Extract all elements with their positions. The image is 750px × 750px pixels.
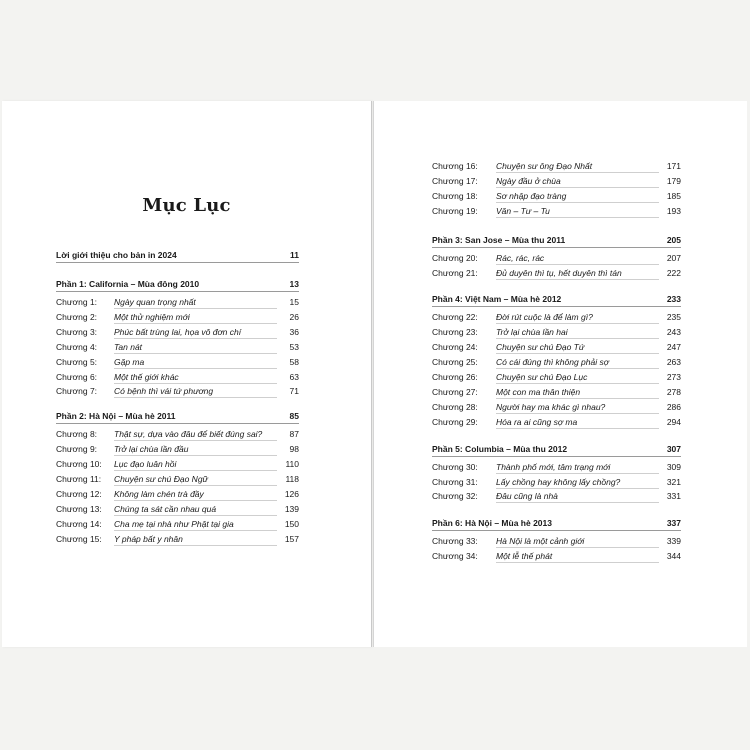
chapter-entry [432, 251, 681, 265]
chapter-title: Đời rút cuộc là để làm gì? [496, 312, 593, 323]
leader-line [496, 383, 659, 384]
chapter-title: Chuyện sư chú Đạo Lục [496, 372, 588, 382]
leader-line [496, 547, 659, 548]
chapter-number: Chương 3: [56, 326, 98, 337]
chapter-page-number: 139 [284, 503, 299, 514]
chapter-title: Tan nát [114, 341, 143, 352]
leader-line [114, 397, 277, 398]
chapter-number: Chương 31: [432, 476, 478, 487]
heading-title: Lời giới thiệu cho bản in 2024 [56, 250, 177, 260]
leader-line [496, 217, 659, 218]
chapter-number: Chương 25: [432, 357, 478, 368]
chapter-title: Một thế giới khác [114, 371, 179, 382]
chapter-entry [56, 442, 299, 456]
chapter-title: Không làm chén trà đầy [114, 488, 204, 499]
chapter-entry [432, 460, 681, 474]
chapter-page-number: 87 [289, 429, 299, 440]
chapter-page-number: 110 [285, 459, 299, 470]
chapter-page-number: 243 [666, 327, 681, 338]
chapter-title: Thật sự, dựa vào đâu để biết đúng sai? [114, 429, 263, 440]
heading-title: Phần 5: Columbia – Mùa thu 2012 [432, 443, 568, 454]
left-page [2, 101, 372, 647]
chapter-title: Chúng ta sát cần nhau quá [114, 503, 217, 514]
chapter-number: Chương 21: [432, 267, 478, 278]
chapter-number: Chương 32: [432, 491, 478, 502]
chapter-title: Cha mẹ tại nhà như Phật tại gia [114, 518, 234, 529]
chapter-page-number: 294 [666, 416, 681, 427]
chapter-entry [56, 532, 299, 546]
chapter-number: Chương 34: [432, 551, 478, 562]
heading-page-number: 85 [289, 411, 299, 422]
chapter-number: Chương 14: [56, 518, 102, 529]
chapter-title: Phúc bất trùng lai, họa vô đơn chí [114, 326, 242, 337]
chapter-number: Chương 19: [432, 205, 478, 216]
chapter-number: Chương 17: [432, 175, 478, 186]
chapter-title: Sơ nhập đạo tràng [496, 190, 567, 201]
chapter-page-number: 71 [289, 386, 299, 397]
chapter-title: Trở lại chùa lần hai [496, 327, 568, 338]
chapter-title: Đâu cũng là nhà [496, 491, 558, 502]
chapter-page-number: 58 [289, 356, 299, 367]
chapter-number: Chương 23: [432, 327, 478, 338]
leader-line [114, 308, 277, 309]
leader-line [496, 338, 659, 339]
leader-line [496, 368, 659, 369]
chapter-title: Y pháp bất y nhân [114, 533, 183, 544]
chapter-page-number: 331 [666, 491, 681, 502]
chapter-number: Chương 8: [56, 429, 98, 440]
chapter-entry [432, 370, 681, 384]
chapter-entry [56, 355, 299, 369]
part-heading [56, 277, 299, 292]
heading-title: Phần 6: Hà Nội – Mùa hè 2013 [432, 518, 552, 529]
chapter-entry [56, 517, 299, 531]
heading-title: Phần 2: Hà Nội – Mùa hè 2011 [56, 411, 176, 422]
chapter-title: Người hay ma khác gì nhau? [496, 401, 606, 412]
chapter-page-number: 193 [666, 205, 681, 216]
heading-rule [432, 530, 681, 531]
chapter-entry [432, 174, 681, 188]
chapter-number: Chương 20: [432, 252, 478, 263]
chapter-entry [56, 384, 299, 398]
chapter-entry [432, 325, 681, 339]
chapter-page-number: 98 [289, 444, 299, 455]
part-heading [432, 516, 681, 531]
chapter-page-number: 278 [666, 386, 681, 397]
chapter-number: Chương 7: [56, 386, 98, 397]
heading-rule [432, 306, 681, 307]
chapter-number: Chương 13: [56, 503, 102, 514]
chapter-page-number: 150 [284, 518, 299, 529]
chapter-number: Chương 22: [432, 312, 478, 323]
chapter-entry [432, 204, 681, 218]
chapter-number: Chương 29: [432, 416, 478, 427]
chapter-title: Rác, rác, rác [496, 252, 545, 263]
chapter-entry [432, 189, 681, 203]
chapter-number: Chương 1: [56, 297, 98, 307]
chapter-title: Ngày quan trọng nhất [114, 297, 196, 307]
part-heading [432, 442, 681, 457]
leader-line [114, 368, 277, 369]
leader-line [114, 515, 277, 516]
right-page [373, 101, 747, 647]
chapter-title: Có cái đúng thì không phải sợ [496, 357, 609, 368]
heading-page-number: 205 [666, 234, 681, 245]
chapter-number: Chương 26: [432, 372, 478, 382]
heading-page-number: 233 [666, 294, 681, 305]
chapter-entry [432, 400, 681, 414]
chapter-entry [56, 427, 299, 441]
leader-line [496, 562, 659, 563]
chapter-page-number: 36 [289, 326, 299, 337]
leader-line [114, 323, 277, 324]
chapter-title: Trở lại chùa lần đầu [114, 444, 189, 455]
leader-line [496, 202, 659, 203]
chapter-number: Chương 16: [432, 161, 478, 171]
leader-line [496, 413, 659, 414]
chapter-number: Chương 27: [432, 386, 478, 397]
chapter-title: Một con ma thân thiện [496, 386, 581, 397]
part-heading [56, 409, 299, 424]
chapter-page-number: 309 [666, 461, 681, 472]
chapter-entry [432, 489, 681, 503]
leader-line [496, 428, 659, 429]
leader-line [114, 455, 277, 456]
leader-line [496, 264, 659, 265]
chapter-number: Chương 10: [56, 459, 102, 470]
heading-rule [432, 456, 681, 457]
chapter-page-number: 222 [666, 267, 681, 278]
heading-title: Phần 3: San Jose – Mùa thu 2011 [432, 234, 566, 245]
leader-line [496, 353, 659, 354]
chapter-page-number: 235 [666, 312, 681, 323]
leader-line [496, 323, 659, 324]
chapter-entry [432, 355, 681, 369]
chapter-page-number: 344 [666, 551, 681, 562]
leader-line [496, 488, 659, 489]
chapter-page-number: 185 [666, 190, 681, 201]
leader-line [114, 353, 277, 354]
heading-rule [56, 423, 299, 424]
chapter-title: Chuyện sư chú Đạo Tứ [496, 342, 585, 353]
leader-line [496, 473, 659, 474]
chapter-number: Chương 6: [56, 371, 98, 382]
chapter-title: Chuyện sư chú Đạo Ngữ [114, 474, 208, 484]
heading-page-number: 337 [666, 518, 681, 529]
chapter-page-number: 157 [284, 533, 299, 544]
heading-page-number: 307 [666, 443, 681, 454]
leader-line [114, 530, 277, 531]
heading-rule [56, 262, 299, 263]
leader-line [496, 279, 659, 280]
chapter-title: Chuyện sư ông Đạo Nhất [496, 161, 593, 171]
heading-title: Phần 4: Việt Nam – Mùa hè 2012 [432, 294, 562, 305]
leader-line [496, 502, 659, 503]
chapter-entry [56, 295, 299, 309]
chapter-page-number: 321 [666, 476, 681, 487]
chapter-number: Chương 2: [56, 311, 98, 322]
chapter-number: Chương 30: [432, 461, 478, 472]
part-heading [432, 233, 681, 248]
chapter-page-number: 53 [289, 341, 299, 352]
chapter-page-number: 339 [666, 536, 681, 547]
chapter-title: Có bệnh thì vái tứ phương [114, 386, 214, 397]
chapter-page-number: 26 [289, 311, 299, 322]
chapter-page-number: 273 [666, 372, 681, 382]
chapter-title: Ngày đầu ở chùa [496, 175, 561, 186]
chapter-page-number: 179 [666, 175, 681, 186]
chapter-page-number: 171 [666, 161, 681, 171]
chapter-number: Chương 11: [56, 474, 102, 484]
chapter-entry [56, 457, 299, 471]
chapter-entry [432, 415, 681, 429]
chapter-entry [56, 325, 299, 339]
chapter-number: Chương 15: [56, 533, 102, 544]
heading-rule [56, 291, 299, 292]
intro-entry [56, 248, 299, 263]
part-heading [432, 292, 681, 307]
leader-line [114, 500, 277, 501]
chapter-entry [432, 266, 681, 280]
chapter-number: Chương 4: [56, 341, 98, 352]
leader-line [114, 383, 277, 384]
chapter-page-number: 207 [666, 252, 681, 263]
heading-rule [432, 247, 681, 248]
chapter-number: Chương 18: [432, 190, 478, 201]
chapter-entry [432, 549, 681, 563]
heading-page-number: 11 [290, 250, 299, 260]
chapter-title: Văn – Tư – Tu [496, 205, 550, 216]
chapter-entry [432, 340, 681, 354]
chapter-entry [56, 310, 299, 324]
chapter-title: Gặp ma [114, 356, 145, 367]
chapter-entry [432, 475, 681, 489]
chapter-page-number: 263 [666, 357, 681, 368]
chapter-number: Chương 5: [56, 356, 98, 367]
chapter-title: Hà Nội là một cảnh giới [496, 536, 585, 547]
chapter-entry [432, 385, 681, 399]
chapter-page-number: 247 [666, 342, 681, 353]
chapter-entry [56, 472, 299, 486]
chapter-page-number: 15 [289, 297, 299, 307]
leader-line [114, 338, 277, 339]
leader-line [496, 398, 659, 399]
chapter-entry [432, 159, 681, 173]
chapter-entry [56, 340, 299, 354]
chapter-number: Chương 28: [432, 401, 478, 412]
chapter-entry [56, 487, 299, 501]
chapter-title: Một thử nghiệm mới [114, 311, 190, 322]
chapter-title: Hóa ra ai cũng sợ ma [496, 416, 578, 427]
chapter-number: Chương 9: [56, 444, 98, 455]
chapter-entry [56, 502, 299, 516]
leader-line [496, 172, 659, 173]
chapter-title: Một lễ thế phát [496, 551, 553, 562]
chapter-page-number: 126 [284, 488, 299, 499]
chapter-page-number: 118 [285, 474, 299, 484]
chapter-number: Chương 12: [56, 488, 102, 499]
toc-title: Mục Lục [142, 195, 231, 216]
chapter-page-number: 63 [289, 371, 299, 382]
chapter-entry [432, 310, 681, 324]
chapter-entry [56, 370, 299, 384]
chapter-title: Lục đạo luân hồi [114, 459, 177, 470]
chapter-title: Lấy chồng hay không lấy chồng? [496, 476, 621, 487]
heading-page-number: 13 [289, 279, 299, 289]
chapter-number: Chương 33: [432, 536, 478, 547]
chapter-title: Đủ duyên thì tụ, hết duyên thì tán [496, 267, 622, 278]
leader-line [114, 485, 277, 486]
leader-line [114, 440, 277, 441]
leader-line [496, 187, 659, 188]
chapter-page-number: 286 [666, 401, 681, 412]
leader-line [114, 545, 277, 546]
leader-line [114, 470, 277, 471]
chapter-number: Chương 24: [432, 342, 478, 353]
chapter-title: Thành phố mới, tâm trạng mới [496, 461, 611, 472]
heading-title: Phần 1: California – Mùa đông 2010 [56, 279, 200, 289]
chapter-entry [432, 534, 681, 548]
